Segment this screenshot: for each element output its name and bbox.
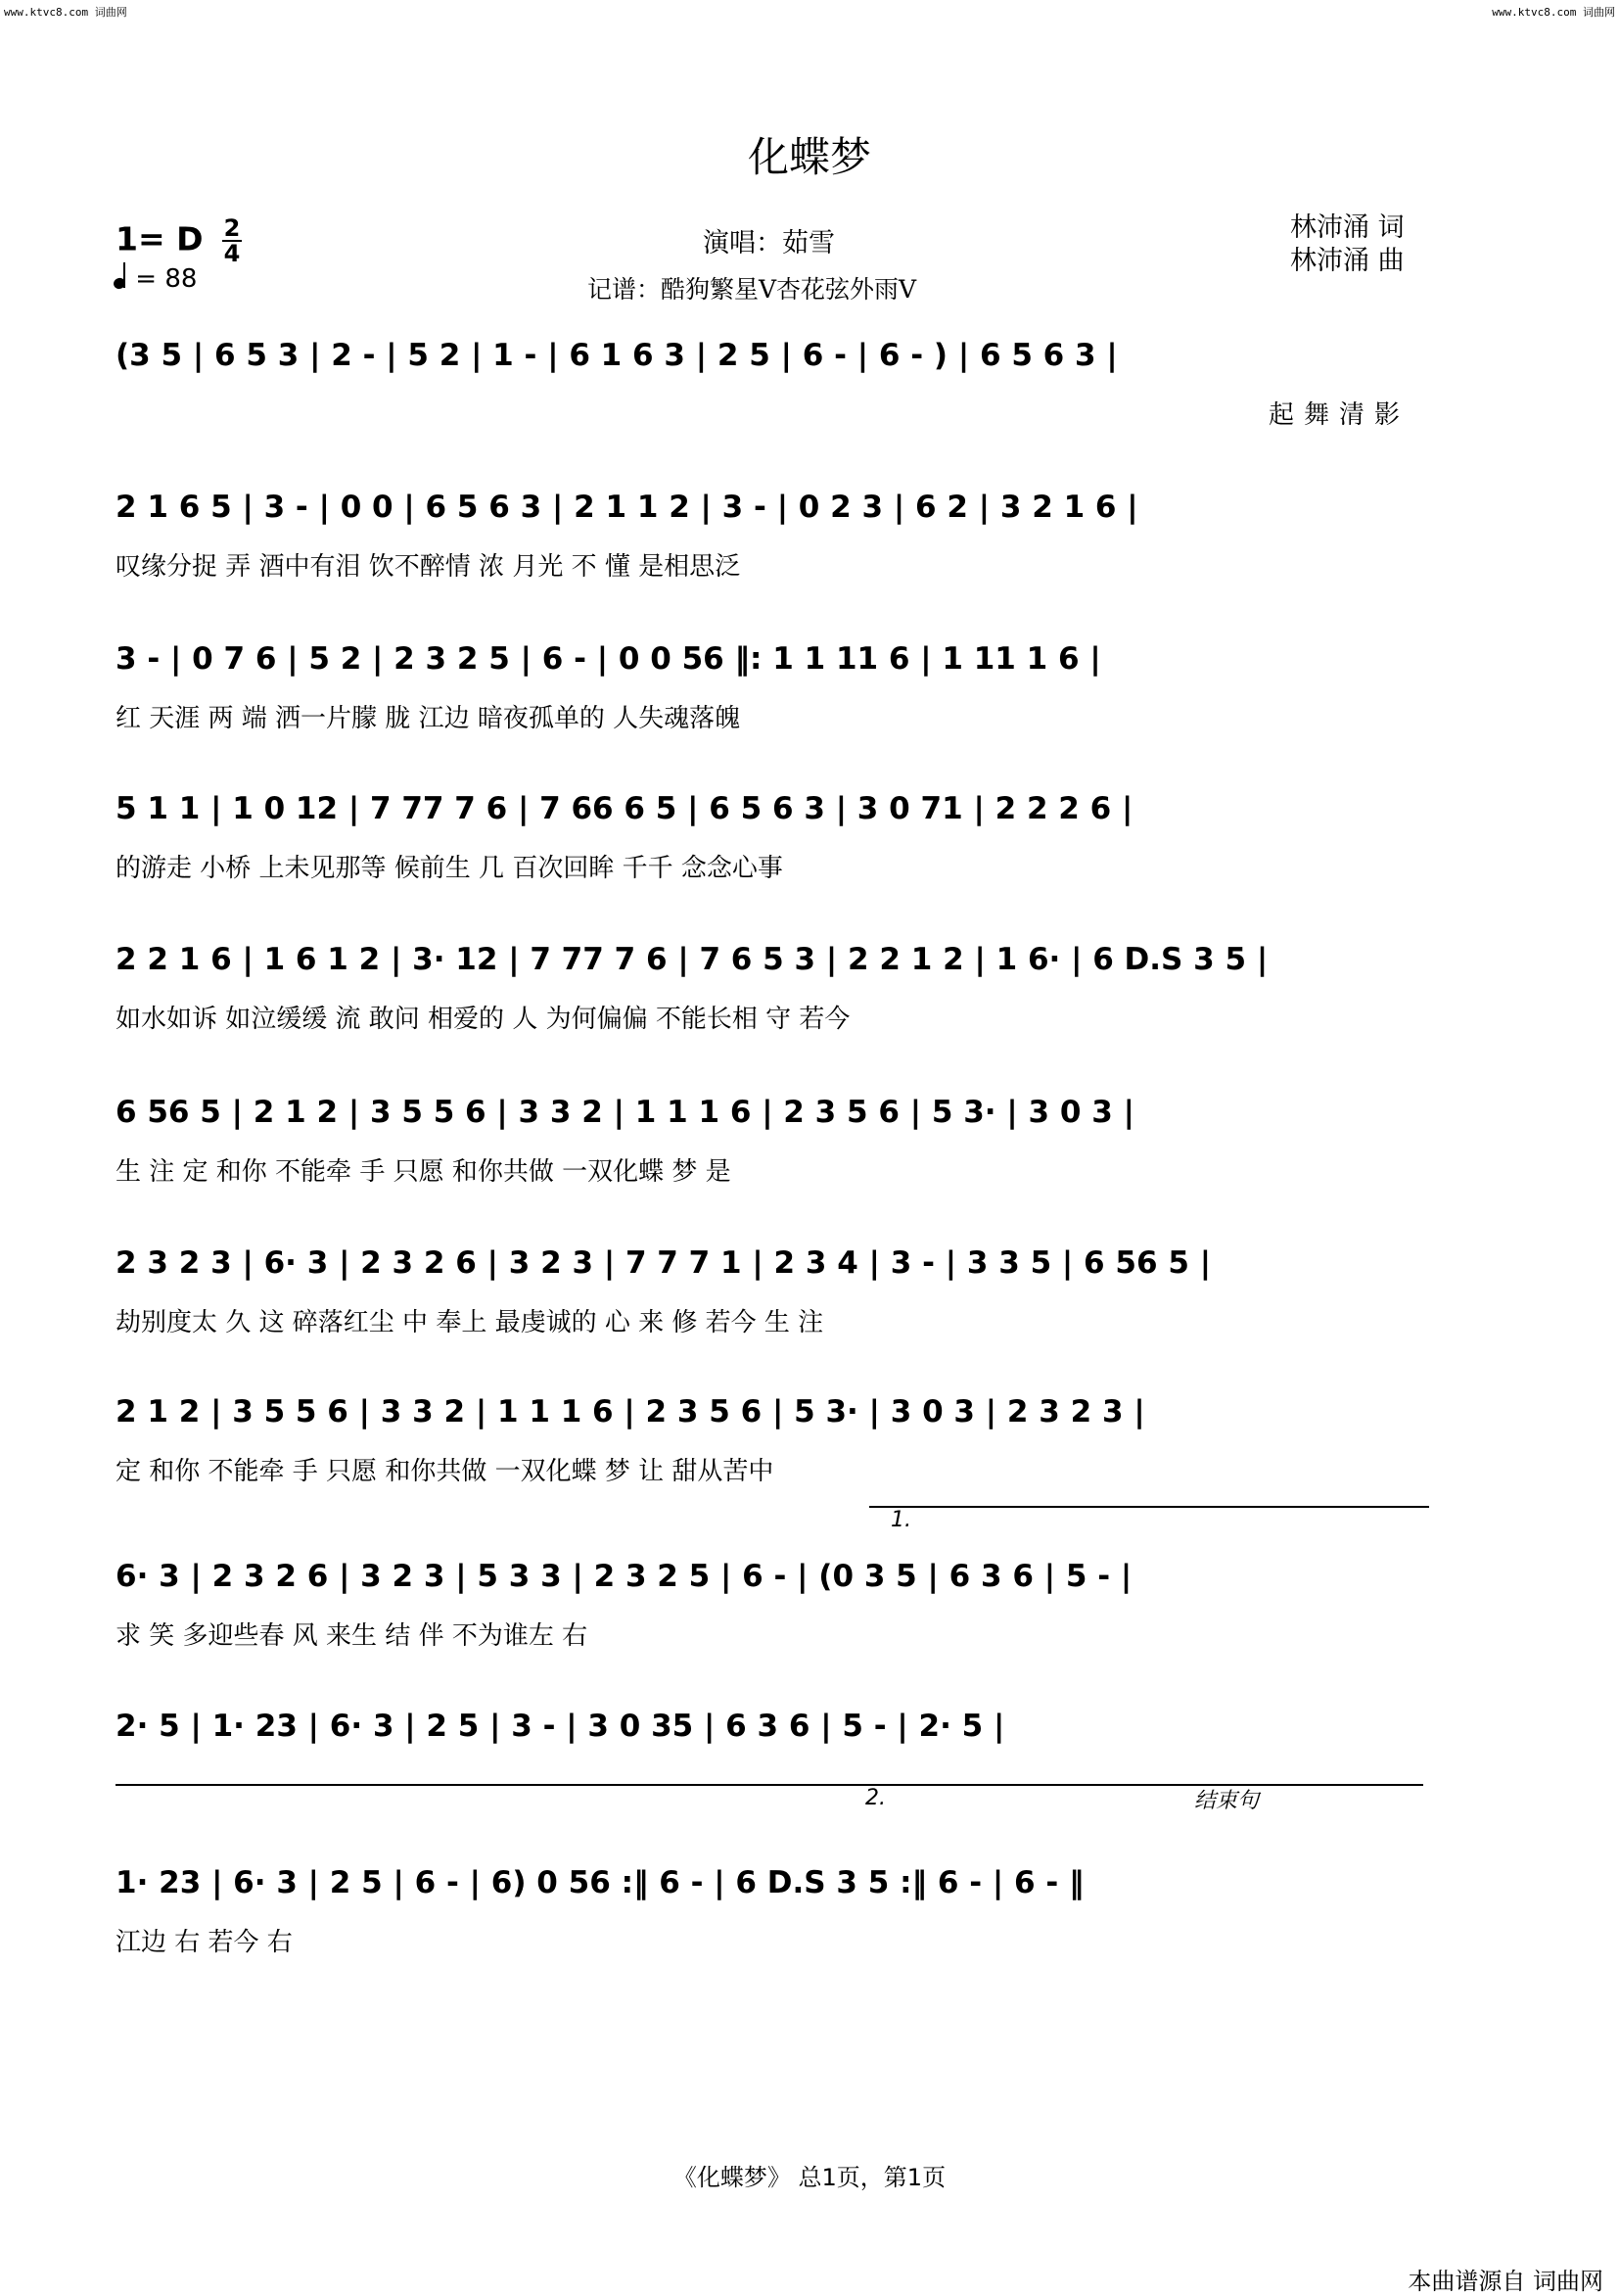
score-row [116,1709,1427,1767]
volta-line-1 [869,1506,1429,1508]
score-row [116,1865,1427,1957]
source-credit: 本曲谱源自 词曲网 [1408,2268,1603,2295]
notation-line: 6· 3 | 2 3 2 6 | 3 2 3 | 5 3 3 | 2 3 2 5 | 6 - | (0 3 5 | 6 3 6 | 5 - | [116,1559,1133,1594]
score-row [116,1095,1427,1187]
lyrics-line: 定 和你 不能牵 手 只愿 和你共做 一双化蝶 梦 让 甜从苦中 [116,1457,774,1486]
notation-line: 2 1 6 5 | 3 - | 0 0 | 6 5 6 3 | 2 1 1 2 | 3 - | 0 2 3 | 6 2 | 3 2 1 6 | [116,490,1138,525]
transcriber-credit: 记谱：酷狗繁星V杏花弦外雨V [587,275,917,304]
score-row [116,791,1427,883]
watermark-left: www.ktvc8.com 词曲网 [4,6,127,19]
score-row [116,338,1427,430]
tempo-value: = 88 [135,264,198,294]
lyrics-line: 红 天涯 两 端 洒一片朦 胧 江边 暗夜孤单的 人失魂落魄 [116,704,741,733]
key-signature [116,214,242,267]
volta-ending: 结束句 [1194,1789,1260,1813]
notation-line: (3 5 | 6 5 3 | 2 - | 5 2 | 1 - | 6 1 6 3 | 2 5 | 6 - | 6 - ) | 6 5 6 3 | [116,338,1118,373]
quarter-note-icon [114,264,127,294]
score-row [116,1394,1427,1486]
notation-line: 2· 5 | 1· 23 | 6· 3 | 2 5 | 3 - | 3 0 35 | 6 3 6 | 5 - | 2· 5 | [116,1709,1005,1744]
score-row [116,942,1427,1034]
tempo-marking [114,264,197,294]
notation-line: 5 1 1 | 1 0 12 | 7 77 7 6 | 7 66 6 5 | 6 5 6 3 | 3 0 71 | 2 2 2 6 | [116,791,1133,826]
volta-first: 1. [891,1508,911,1532]
notation-line: 2 2 1 6 | 1 6 1 2 | 3· 12 | 7 77 7 6 | 7 6 5 3 | 2 2 1 2 | 1 6· | 6 D.S 3 5 | [116,942,1269,977]
lyricist-credit: 林沛涌 词 [1290,212,1405,243]
time-signature-top: 2 [223,214,241,242]
notation-line: 6 56 5 | 2 1 2 | 3 5 5 6 | 3 3 2 | 1 1 1 6 | 2 3 5 6 | 5 3· | 3 0 3 | [116,1095,1134,1130]
notation-line: 1· 23 | 6· 3 | 2 5 | 6 - | 6) 0 56 :‖ 6 - | 6 D.S 3 5 :‖ 6 - | 6 - ‖ [116,1865,1085,1900]
score-row [116,1245,1427,1337]
score-row [116,490,1427,582]
lyrics-line: 如水如诉 如泣缓缓 流 敢问 相爱的 人 为何偏偏 不能长相 守 若今 [116,1005,851,1034]
time-signature-bottom: 4 [223,240,241,267]
score-row [116,641,1427,733]
lyrics-line: 生 注 定 和你 不能牵 手 只愿 和你共做 一双化蝶 梦 是 [116,1157,731,1187]
lyrics-line: 叹缘分捉 弄 酒中有泪 饮不醉情 浓 月光 不 懂 是相思泛 [116,552,741,582]
key-label: 1= D [116,219,204,258]
score-row [116,1559,1427,1651]
singer-credit: 演唱：茹雪 [703,228,835,258]
lyrics-line: 起舞清影 [1269,400,1411,430]
page-title: 化蝶梦 [747,133,871,181]
notation-line: 3 - | 0 7 6 | 5 2 | 2 3 2 5 | 6 - | 0 0 56 ‖: 1 1 11 6 | 1 11 1 6 | [116,641,1101,677]
watermark-right: www.ktvc8.com 词曲网 [1492,6,1615,19]
composer-credit: 林沛涌 曲 [1290,246,1405,276]
page-footer: 《化蝶梦》 总1页，第1页 [672,2164,947,2191]
lyrics-line: 求 笑 多迎些春 风 来生 结 伴 不为谁左 右 [116,1621,588,1651]
lyrics-line: 江边 右 若今 右 [116,1928,293,1957]
time-signature [222,214,242,267]
volta-second: 2. [865,1786,886,1810]
lyrics-line: 的游走 小桥 上未见那等 候前生 几 百次回眸 千千 念念心事 [116,854,783,883]
notation-line: 2 3 2 3 | 6· 3 | 2 3 2 6 | 3 2 3 | 7 7 7 1 | 2 3 4 | 3 - | 3 3 5 | 6 56 5 | [116,1245,1212,1281]
lyrics-line: 劫别度太 久 这 碎落红尘 中 奉上 最虔诚的 心 来 修 若今 生 注 [116,1308,824,1337]
notation-line: 2 1 2 | 3 5 5 6 | 3 3 2 | 1 1 1 6 | 2 3 5 6 | 5 3· | 3 0 3 | 2 3 2 3 | [116,1394,1145,1429]
